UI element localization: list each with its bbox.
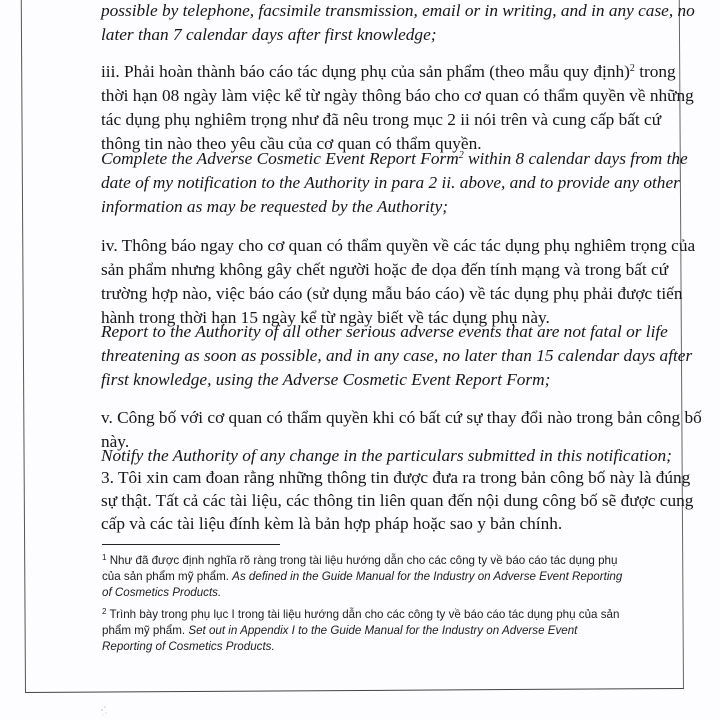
line-text: Complete the Adverse Cosmetic Event Report Form — [101, 149, 459, 168]
footnote-line — [102, 639, 275, 654]
footnote-line — [102, 623, 577, 638]
text-line: date of my notification to the Authority in para 2 ii. above, and to provide any other — [101, 173, 680, 192]
text-line: sản phẩm nhưng không gây chết người hoặc đe dọa đến tính mạng và trong bất cứ — [101, 260, 669, 279]
text-line: thời hạn 08 ngày làm việc kể từ ngày thông báo cho cơ quan có thẩm quyền về những — [101, 86, 694, 105]
text-line: possible by telephone, facsimile transmission, email or in writing, and in any case, no — [101, 1, 695, 20]
footnote-text-en: Reporting of Cosmetics Products. — [102, 640, 275, 653]
line-text: iii. Phải hoàn thành báo cáo tác dụng phụ của sản phẩm (theo mẫu quy định) — [101, 62, 630, 81]
footnote-text-en: As defined in the Guide Manual for the Industry on Adverse Event Reporting — [232, 570, 623, 583]
line-text: within 8 calendar days from the — [463, 149, 688, 168]
text-line: tác dụng phụ nghiêm trọng như đã nêu trong mục 2 ii nói trên và cung cấp bất cứ — [101, 110, 662, 129]
scan-speck — [100, 705, 108, 717]
text-line: hành trong thời hạn 15 ngày kể từ ngày biết về tác dụng phụ này. — [101, 308, 550, 327]
text-line: sự thật. Tất cả các tài liệu, các thông tin liên quan đến nội dung công bố sẽ được cung — [101, 491, 694, 510]
text-line: later than 7 calendar days after first knowledge; — [101, 25, 437, 44]
footnote-ref[interactable]: 2 — [458, 150, 464, 161]
text-line: threatening as soon as possible, and in any case, no later than 15 calendar days after — [101, 346, 693, 365]
text-line: Notify the Authority of any change in the particulars submitted in this notification; — [101, 446, 672, 465]
footnote-line — [102, 553, 617, 568]
footnote-line — [102, 585, 221, 600]
footnote-line — [102, 607, 619, 622]
footnote-text-vi: phẩm mỹ phẩm. — [102, 624, 189, 637]
footnote-number: 1 — [102, 553, 107, 562]
footnote-ref[interactable]: 2 — [629, 63, 635, 74]
text-line: iv. Thông báo ngay cho cơ quan có thẩm quyền về các tác dụng phụ nghiêm trọng của — [101, 236, 696, 255]
text-line: cấp và các tài liệu đính kèm là bản hợp pháp hoặc sao y bản chính. — [101, 514, 563, 533]
footnote-text-vi: Trình bày trong phụ lục I trong tài liệu hướng dẫn cho các công ty về báo cáo tác dụng phụ của sản — [109, 608, 620, 621]
text-line: v. Công bố với cơ quan có thẩm quyền khi có bất cứ sự thay đổi nào trong bản công bố — [101, 408, 702, 427]
text-line: này. — [101, 432, 130, 451]
text-line: information as may be requested by the Authority; — [101, 197, 449, 216]
text-line: trường hợp nào, việc báo cáo (sử dụng mẫu báo cáo) về tác dụng phụ phải được tiến — [101, 284, 683, 303]
text-line: Report to the Authority of all other serious adverse events that are not fatal or life — [101, 322, 668, 341]
footnote-number: 2 — [102, 607, 107, 616]
footnote-text-en: Set out in Appendix I to the Guide Manual for the Industry on Adverse Event — [188, 624, 578, 637]
text-line: 3. Tôi xin cam đoan rằng những thông tin được đưa ra trong bản công bố này là đúng — [101, 468, 691, 487]
footnote-text-vi: Như đã được định nghĩa rõ ràng trong tài liệu hướng dẫn cho các công ty về báo cáo tác dụng phụ — [109, 554, 618, 567]
footnote-text-vi: của sản phẩm mỹ phẩm. — [102, 570, 233, 583]
text-line: first knowledge, using the Adverse Cosmetic Event Report Form; — [101, 370, 551, 389]
line-text: trong — [634, 62, 676, 81]
text-line: thông tin nào theo yêu cầu của cơ quan có thẩm quyền. — [101, 134, 482, 153]
footnote-line — [102, 569, 622, 584]
footnote-text-en: of Cosmetics Products. — [102, 586, 222, 599]
text-line — [101, 149, 688, 169]
footnote-separator — [102, 544, 280, 545]
text-line — [101, 62, 676, 82]
